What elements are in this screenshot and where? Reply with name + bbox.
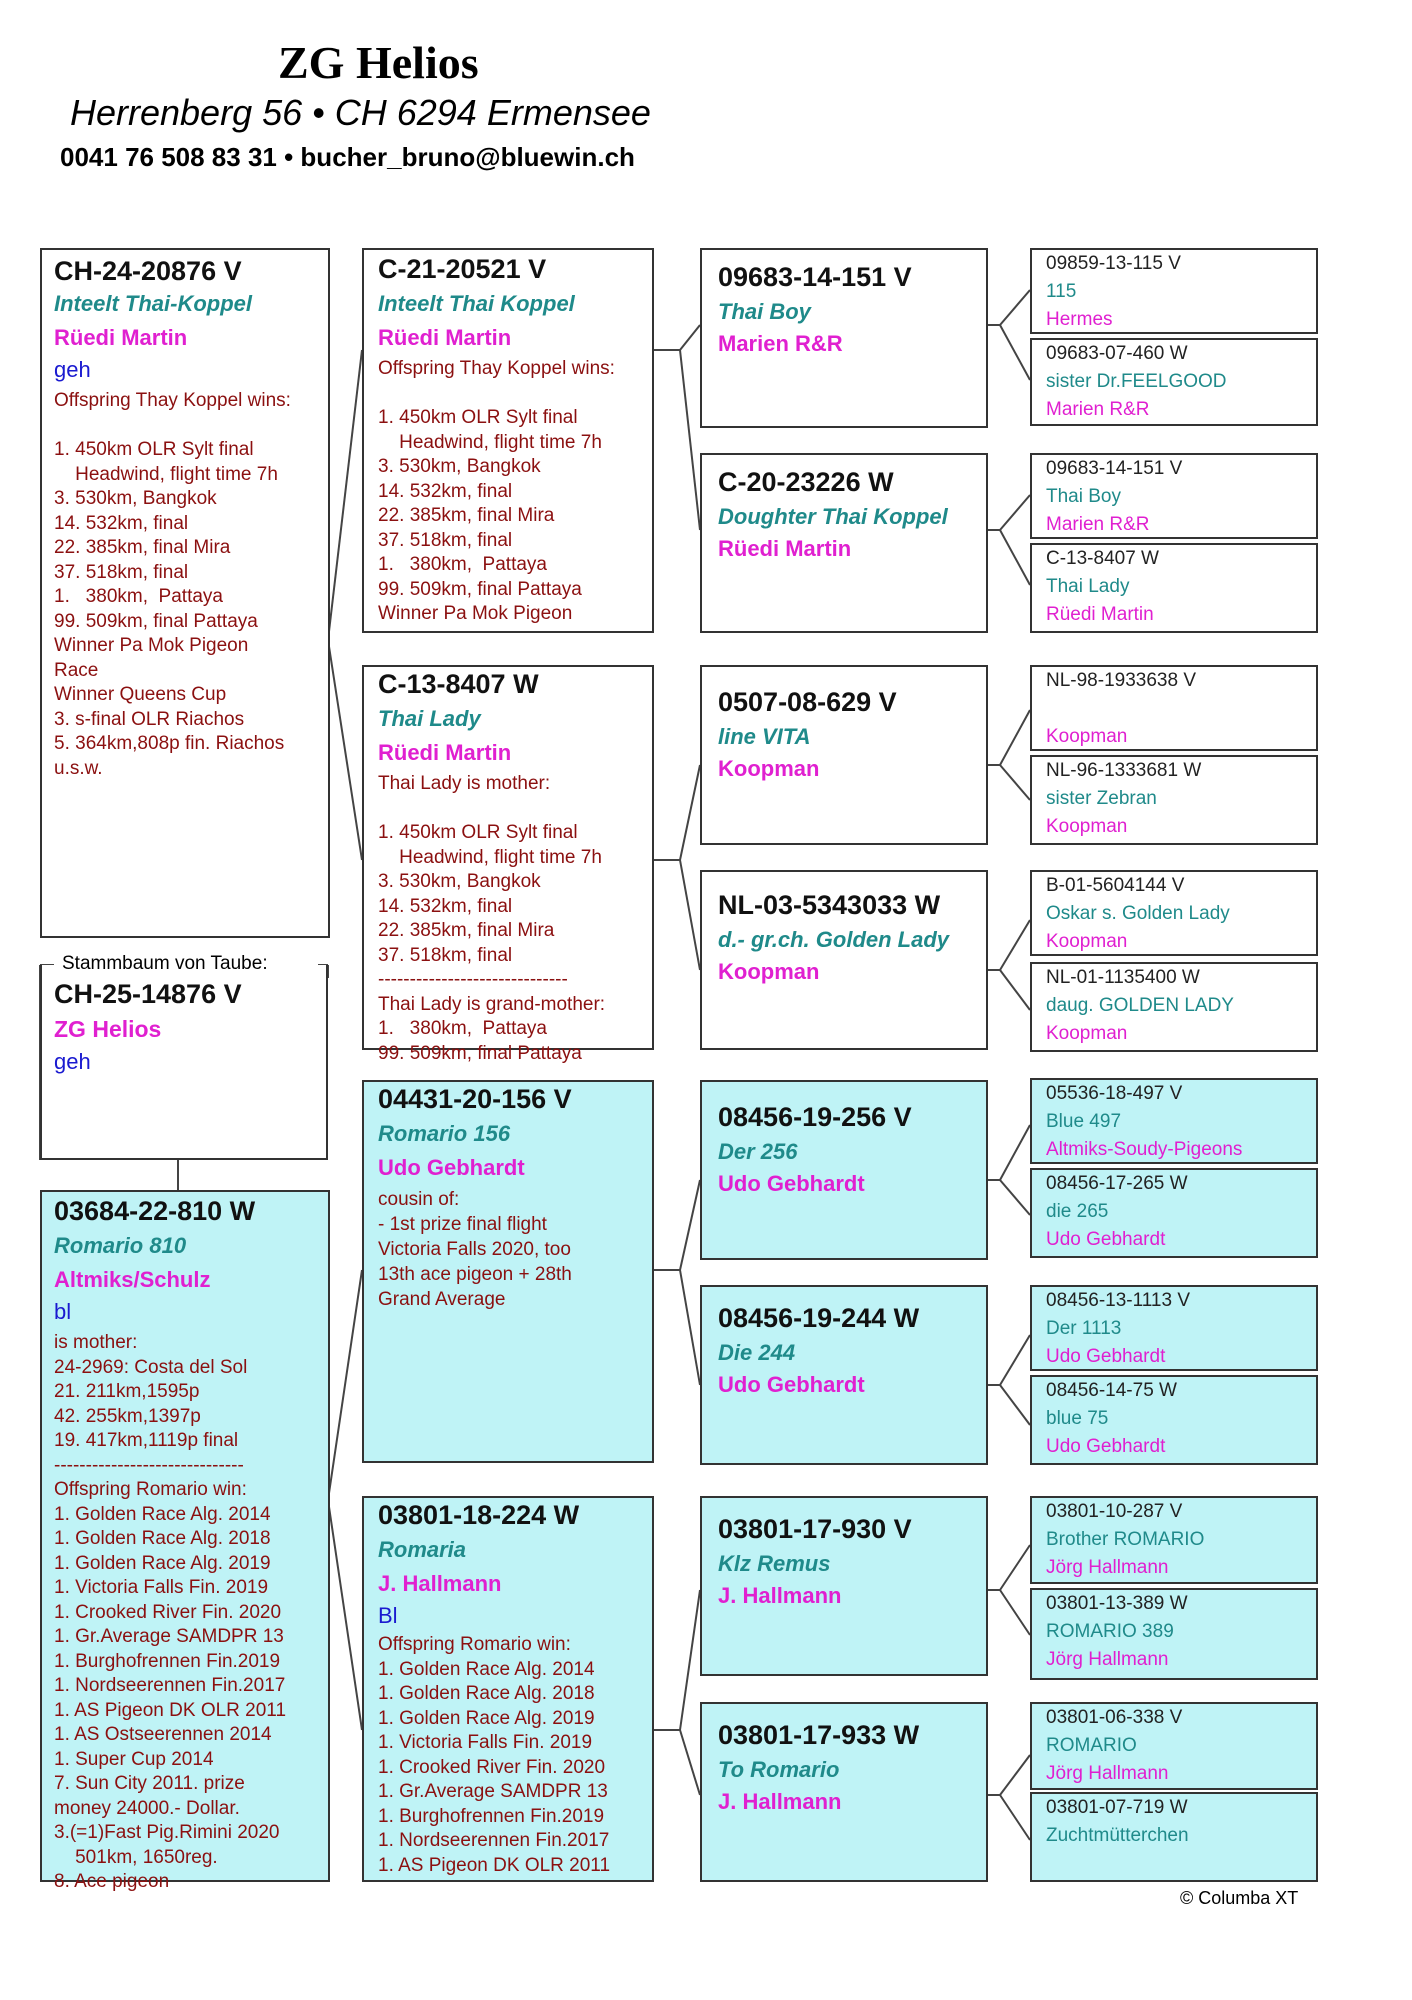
contact-line: 0041 76 508 83 31 • bucher_bruno@bluewin.ch (60, 142, 635, 172)
owner: Jörg Hallmann (1046, 1763, 1169, 1784)
owner: Marien R&R (1046, 399, 1150, 420)
pigeon-name: line VITA (718, 724, 811, 749)
pigeon-name: Inteelt Thai-Koppel (54, 291, 252, 316)
pigeon-name: Romario 810 (54, 1233, 187, 1258)
stammbaum-label: Stammbaum von Taube: (58, 953, 272, 975)
owner: Udo Gebhardt (718, 1171, 865, 1196)
owner: Koopman (1046, 1023, 1128, 1044)
gen4-card[interactable] (1030, 1496, 1318, 1584)
ring-number: 08456-13-1113 V (1046, 1290, 1191, 1311)
pigeon-name: Zuchtmütterchen (1046, 1825, 1189, 1846)
pigeon-name: Die 244 (718, 1340, 796, 1365)
gen4-card[interactable] (1030, 338, 1318, 426)
pigeon-name: Romario 156 (378, 1121, 511, 1146)
pigeon-name: Klz Remus (718, 1551, 831, 1576)
pigeon-name (1046, 695, 1302, 723)
gen3-card[interactable] (700, 453, 988, 633)
gen4-card[interactable] (1030, 870, 1318, 956)
gen2-card[interactable] (362, 248, 654, 633)
pigeon-name: Doughter Thai Koppel (718, 504, 948, 529)
owner: J. Hallmann (378, 1571, 502, 1596)
owner: Udo Gebhardt (718, 1372, 865, 1397)
pigeon-name: Inteelt Thai Koppel (378, 291, 575, 316)
gen4-card[interactable] (1030, 248, 1318, 334)
ring-number: C-20-23226 W (718, 467, 894, 497)
notes: Offspring Thay Koppel wins: 1. 450km OLR Sylt final Headwind, flight time 7h 3. 530km, Bangkok 14. 532km, final 22. 385km, final Mira 37. 518km, final 1. 380km, Pattaya 99. 509km, final Pattaya Winner Pa Mok Pigeon Race Winner Queens Cup 3. s-final OLR Riachos 5. 364km,808p fin. Riachos u.s.w. (54, 390, 291, 779)
ring-number: B-01-5604144 V (1046, 875, 1185, 896)
address: Herrenberg 56 • CH 6294 Ermensee (70, 92, 651, 133)
owner: Rüedi Martin (718, 536, 852, 561)
owner: Udo Gebhardt (378, 1155, 525, 1180)
gen4-card[interactable] (1030, 1588, 1318, 1680)
notes: Thai Lady is mother: 1. 450km OLR Sylt final Headwind, flight time 7h 3. 530km, Bangkok 14. 532km, final 22. 385km, final Mira 37. 518km, final ------------------------------ Thai Lady is grand-mother: 1. 380km, Pattaya 99. 509km, final Pattaya (378, 773, 606, 1064)
pigeon-name: daug. GOLDEN LADY (1046, 995, 1234, 1016)
owner: Koopman (1046, 931, 1128, 952)
gen2-card[interactable] (362, 1080, 654, 1463)
pigeon-name: sister Zebran (1046, 788, 1157, 809)
pigeon-name: Der 1113 (1046, 1318, 1122, 1339)
pigeon-name: Thai Boy (1046, 486, 1121, 507)
pigeon-name: ROMARIO (1046, 1735, 1137, 1756)
gen4-card[interactable] (1030, 1375, 1318, 1465)
gen4-card[interactable] (1030, 1285, 1318, 1371)
ring-number: 08456-14-75 W (1046, 1380, 1177, 1401)
gen3-card[interactable] (700, 248, 988, 428)
owner: Koopman (1046, 726, 1128, 747)
owner: Altmiks-Soudy-Pigeons (1046, 1139, 1243, 1160)
pigeon-name: Thai Lady (1046, 576, 1130, 597)
copyright: © Columba XT (1180, 1888, 1299, 1908)
pigeon-name: d.- gr.ch. Golden Lady (718, 927, 950, 952)
owner: Altmiks/Schulz (54, 1267, 211, 1292)
pigeon-name: blue 75 (1046, 1408, 1109, 1429)
gen3-card[interactable] (700, 1702, 988, 1882)
gen4-card[interactable] (1030, 1702, 1318, 1790)
gen4-card[interactable] (1030, 755, 1318, 845)
page-title: ZG Helios (278, 37, 479, 88)
ring-number: 0507-08-629 V (718, 687, 897, 717)
ring-number: 03801-18-224 W (378, 1500, 580, 1530)
pigeon-name: die 265 (1046, 1201, 1109, 1222)
ring-number: 03801-17-930 V (718, 1514, 912, 1544)
pigeon-name: 115 (1046, 281, 1077, 302)
owner: Rüedi Martin (54, 325, 188, 350)
owner: J. Hallmann (718, 1583, 842, 1608)
gen3-card[interactable] (700, 870, 988, 1050)
gen3-card[interactable] (700, 1496, 988, 1676)
color: geh (54, 357, 91, 382)
color: geh (54, 1049, 91, 1074)
notes: Offspring Thay Koppel wins: 1. 450km OLR Sylt final Headwind, flight time 7h 3. 530km, Bangkok 14. 532km, final 22. 385km, final Mira 37. 518km, final 1. 380km, Pattaya 99. 509km, final Pattaya Winner Pa Mok Pigeon (378, 358, 615, 624)
color: bl (54, 1299, 72, 1324)
mother-card[interactable] (40, 1190, 330, 1892)
ring-number: C-21-20521 V (378, 254, 547, 284)
gen2-card[interactable] (362, 1496, 654, 1882)
owner: ZG Helios (54, 1016, 162, 1042)
subject-card[interactable] (40, 965, 328, 1160)
pigeon-name: sister Dr.FEELGOOD (1046, 371, 1227, 392)
notes: is mother: 24-2969: Costa del Sol 21. 211km,1595p 42. 255km,1397p 19. 417km,1119p final ------------------------------ Offspring Romario win: 1. Golden Race Alg. 2014 1. Golden Race Alg. 2018 1. Golden Race Alg. 2019 1. Victoria Falls Fin. 2019 1. Crooked River Fin. 2020 1. Gr.Average SAMDPR 13 1. Burghofrennen Fin.2019 1. Nordseerennen Fin.2017 1. AS Pigeon DK OLR 2011 1. AS Ostseerennen 2014 1. Super Cup 2014 7. Sun City 2011. prize money 24000.- Dollar. 3.(=1)Fast Pig.Rimini 2020 501km, 1650reg. 8. Ace pigeon (54, 1332, 287, 1892)
gen3-card[interactable] (700, 1080, 988, 1260)
ring-number: 09683-14-151 V (1046, 458, 1183, 479)
ring-number: C-13-8407 W (378, 669, 539, 699)
ring-number: 04431-20-156 V (378, 1084, 572, 1114)
ring-number: 03801-13-389 W (1046, 1593, 1188, 1614)
ring-number: 03801-10-287 V (1046, 1501, 1183, 1522)
owner: Koopman (718, 959, 820, 984)
gen3-card[interactable] (700, 665, 988, 845)
ring-number: CH-25-14876 V (54, 979, 242, 1009)
gen2-card[interactable] (362, 665, 654, 1064)
gen4-card[interactable] (1030, 665, 1318, 751)
ring-number: 09683-14-151 V (718, 262, 912, 292)
owner: Koopman (718, 756, 820, 781)
owner: Udo Gebhardt (1046, 1436, 1166, 1457)
ring-number: 08456-19-244 W (718, 1303, 920, 1333)
gen4-card[interactable] (1030, 1168, 1318, 1258)
notes: Offspring Romario win: 1. Golden Race Alg. 2014 1. Golden Race Alg. 2018 1. Golden Race Alg. 2019 1. Victoria Falls Fin. 2019 1. Crooked River Fin. 2020 1. Gr.Average SAMDPR 13 1. Burghofrennen Fin.2019 1. Nordseerennen Fin.2017 1. AS Pigeon DK OLR 2011 (378, 1634, 611, 1876)
owner: Udo Gebhardt (1046, 1346, 1166, 1367)
owner: Marien R&R (718, 331, 843, 356)
gen3-card[interactable] (700, 1285, 988, 1465)
gen4-card[interactable] (1030, 543, 1318, 633)
ring-number: CH-24-20876 V (54, 256, 242, 286)
father-card[interactable] (40, 248, 330, 938)
ring-number: NL-96-1333681 W (1046, 760, 1202, 781)
owner: Jörg Hallmann (1046, 1649, 1169, 1670)
owner: Rüedi Martin (378, 740, 512, 765)
owner: J. Hallmann (718, 1789, 842, 1814)
gen4-card[interactable] (1030, 453, 1318, 539)
ring-number: NL-03-5343033 W (718, 890, 941, 920)
ring-number: NL-01-1135400 W (1046, 967, 1200, 988)
pigeon-name: ROMARIO 389 (1046, 1621, 1174, 1642)
pigeon-name: Oskar s. Golden Lady (1046, 903, 1230, 924)
pigeon-name: To Romario (718, 1757, 840, 1782)
owner: Rüedi Martin (378, 325, 512, 350)
gen4-card[interactable] (1030, 1078, 1318, 1164)
ring-number: 03801-07-719 W (1046, 1797, 1188, 1818)
owner: Hermes (1046, 309, 1113, 330)
ring-number: 08456-19-256 V (718, 1102, 912, 1132)
color: Bl (378, 1603, 398, 1628)
pigeon-name: Romaria (378, 1537, 467, 1562)
gen4-card[interactable] (1030, 1792, 1318, 1882)
ring-number: C-13-8407 W (1046, 548, 1159, 569)
owner (1046, 1850, 1302, 1878)
pigeon-name: Der 256 (718, 1139, 798, 1164)
pigeon-name: Thai Lady (378, 706, 481, 731)
gen4-card[interactable] (1030, 962, 1318, 1052)
notes: cousin of: - 1st prize final flight Victoria Falls 2020, too 13th ace pigeon + 28th Grand Average (378, 1189, 572, 1310)
ring-number: 03801-17-933 W (718, 1720, 920, 1750)
ring-number: 03684-22-810 W (54, 1196, 256, 1226)
ring-number: 03801-06-338 V (1046, 1707, 1183, 1728)
owner: Marien R&R (1046, 514, 1150, 535)
owner: Rüedi Martin (1046, 604, 1154, 625)
pigeon-name: Thai Boy (718, 299, 811, 324)
owner: Jörg Hallmann (1046, 1557, 1169, 1578)
owner: Udo Gebhardt (1046, 1229, 1166, 1250)
ring-number: 08456-17-265 W (1046, 1173, 1188, 1194)
ring-number: NL-98-1933638 V (1046, 670, 1196, 691)
ring-number: 09859-13-115 V (1046, 253, 1181, 274)
ring-number: 09683-07-460 W (1046, 343, 1188, 364)
pigeon-name: Brother ROMARIO (1046, 1529, 1205, 1550)
pigeon-name: Blue 497 (1046, 1111, 1122, 1132)
ring-number: 05536-18-497 V (1046, 1083, 1183, 1104)
owner: Koopman (1046, 816, 1128, 837)
